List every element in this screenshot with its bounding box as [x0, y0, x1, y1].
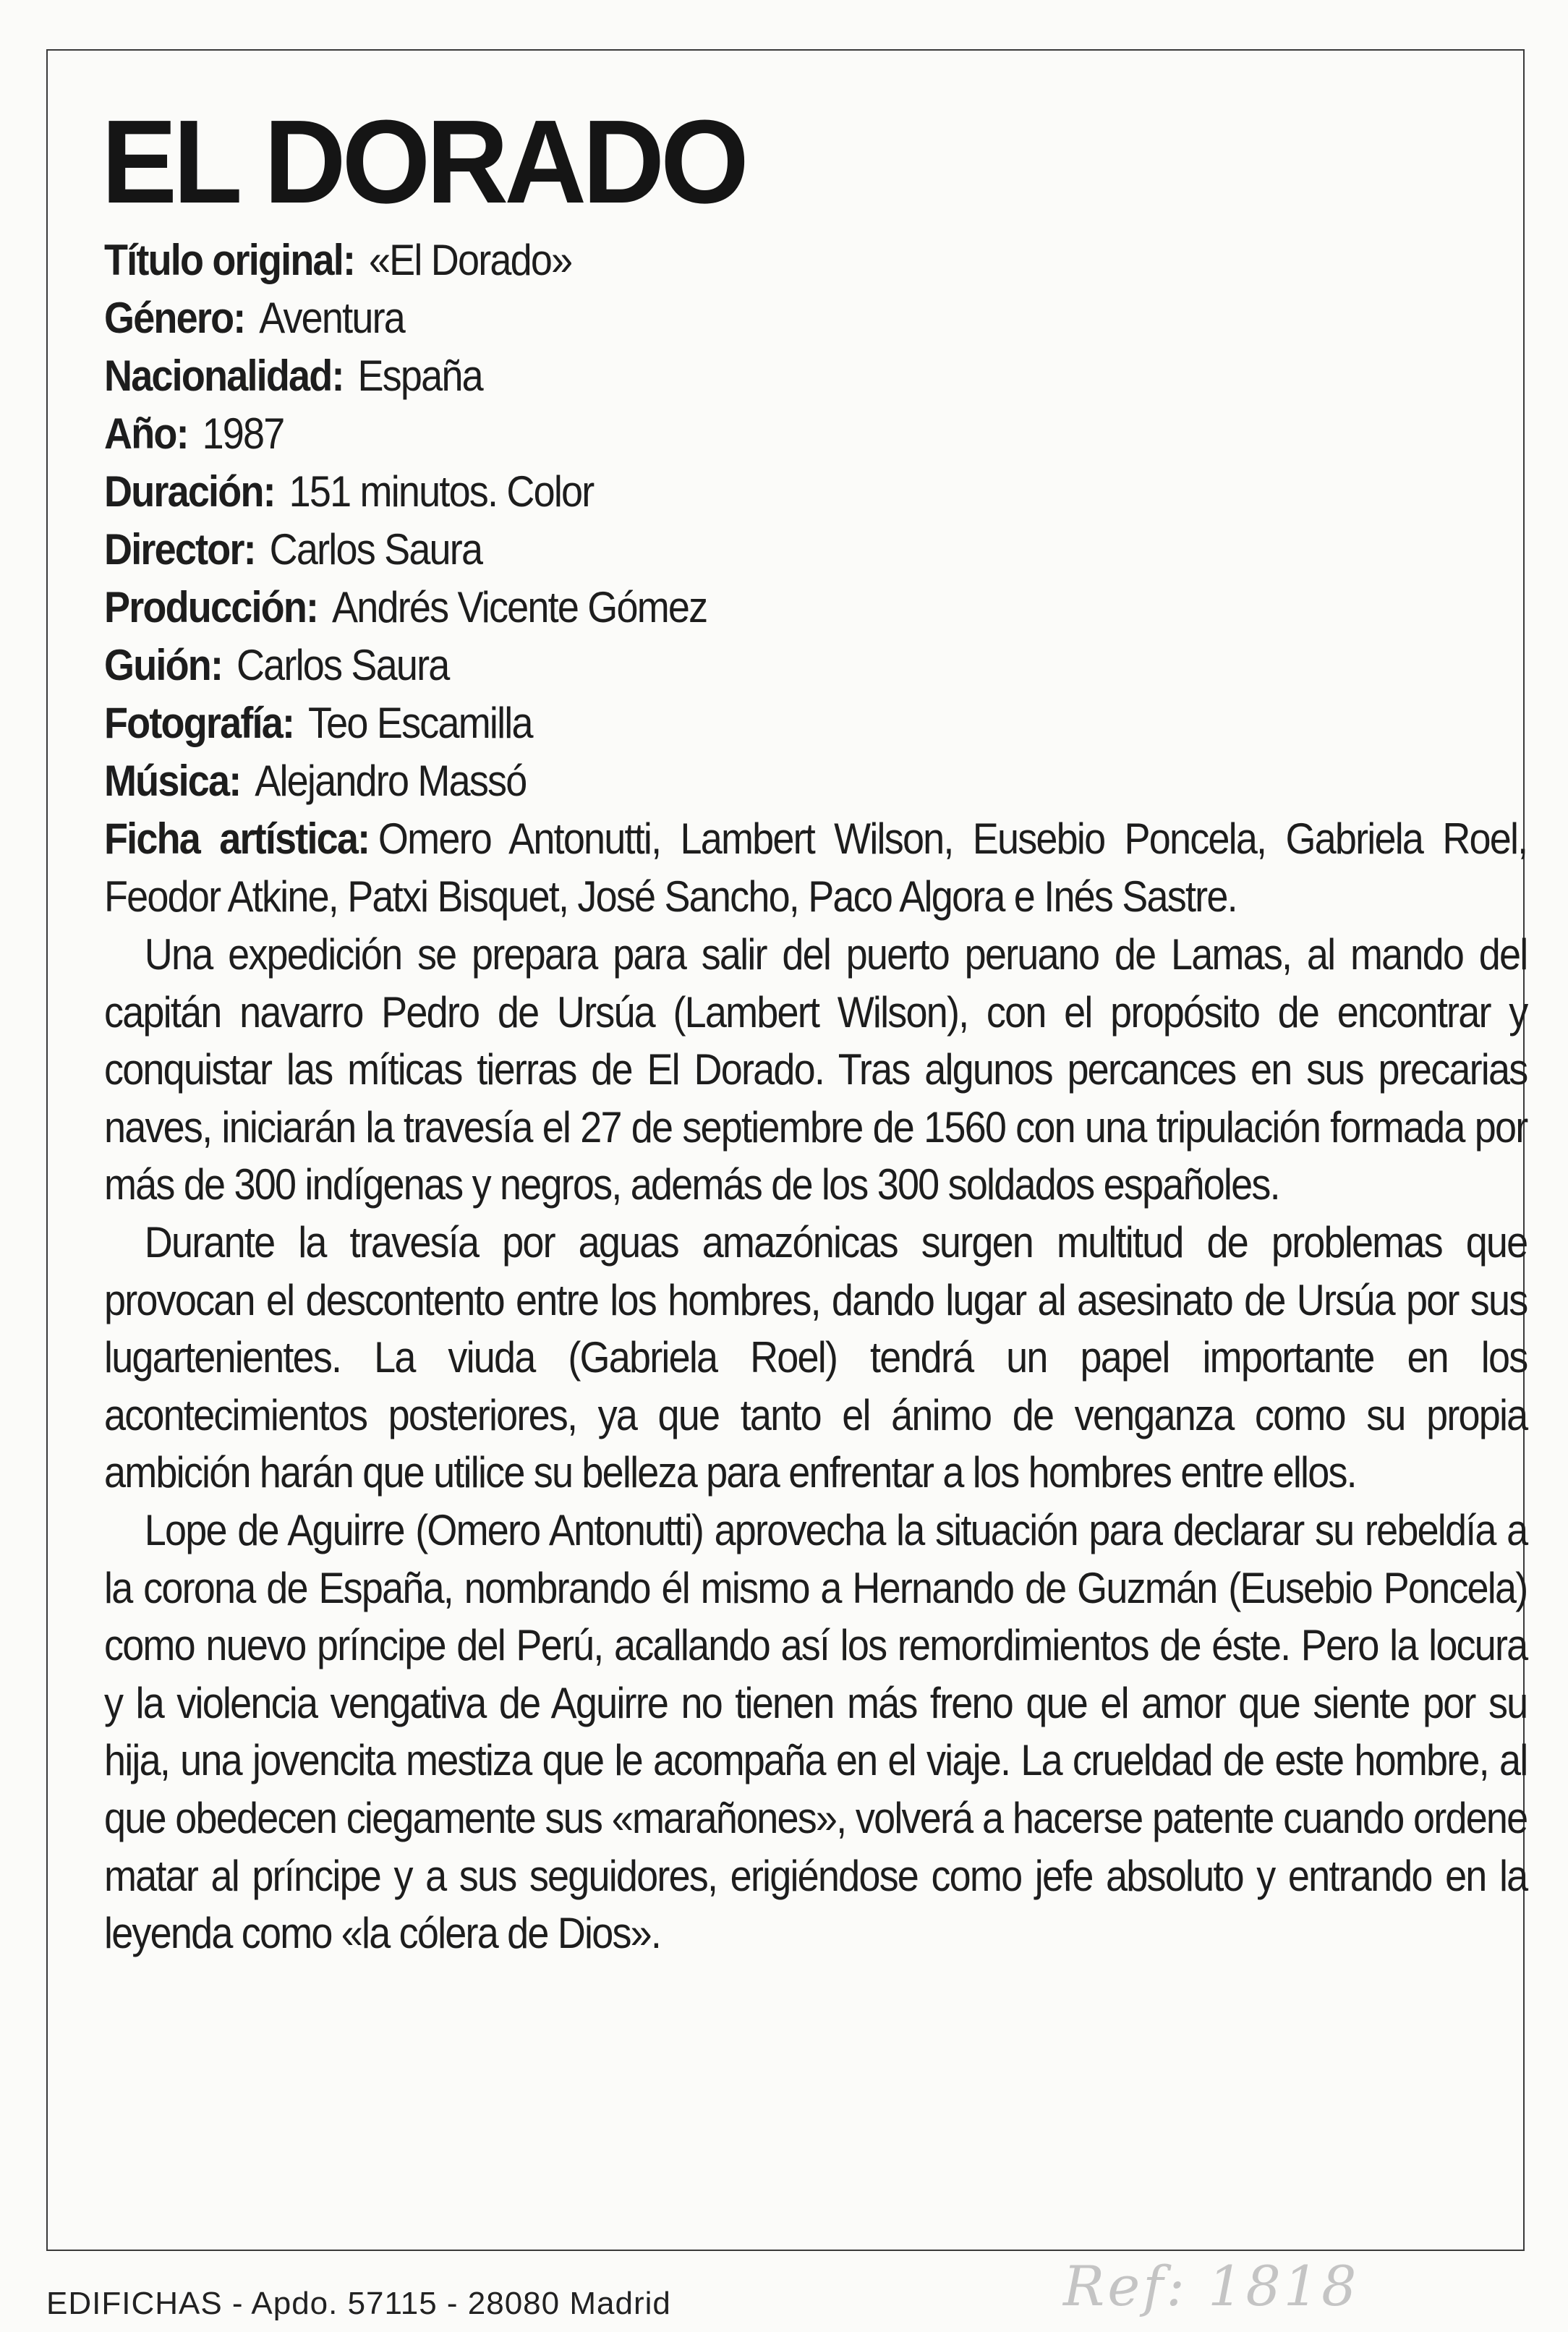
publisher-footer: EDIFICHAS - Apdo. 57115 - 28080 Madrid — [46, 2286, 671, 2321]
field-value: Aventura — [259, 294, 404, 342]
cast-label: Ficha artística: — [104, 814, 370, 863]
field-label: Fotografía: — [104, 699, 294, 747]
field-value: Carlos Saura — [236, 641, 449, 689]
field-duration — [104, 463, 1527, 521]
field-label: Nacionalidad: — [104, 352, 344, 400]
field-label: Año: — [104, 409, 188, 458]
field-label: Título original: — [104, 236, 355, 284]
field-value: Teo Escamilla — [307, 699, 532, 747]
field-value: España — [357, 352, 482, 400]
field-original-title — [104, 231, 1527, 289]
synopsis-paragraph-1: Una expedición se prepara para salir del puerto peruano de Lamas, al mando del capitán navarro Pedro de Ursúa (Lambert Wilson), con el propósito de encontrar y conquistar las míticas tierras de El Dorado. Tras algunos percances en sus precarias naves, iniciarán la travesía el 27 de septiembre de 1560 con una tripulación formada por más de 300 indígenas y negros, además de los 300 soldados españoles. — [104, 930, 1527, 1209]
field-photography — [104, 694, 1527, 752]
cast-value: Omero Antonutti, Lambert Wilson, Eusebio Poncela, Gabriela Roel, Feodor Atkine, Patxi Bisquet, José Sancho, Paco Algora e Inés Sastre. — [104, 814, 1527, 921]
synopsis-paragraph-2: Durante la travesía por aguas amazónicas surgen multitud de problemas que provocan el descontento entre los hombres, dando lugar al asesinato de Ursúa por sus lugartenientes. La viuda (Gabriela Roel) tendrá un papel importante en los acontecimientos posteriores, ya que tanto el ánimo de venganza como su propia ambición harán que utilice su belleza para enfrentar a los hombres entre ellos. — [104, 1217, 1527, 1497]
field-music — [104, 752, 1527, 810]
field-director — [104, 521, 1527, 579]
technical-fields — [104, 231, 1527, 810]
field-value: 151 minutos. Color — [289, 467, 594, 516]
field-year — [104, 405, 1527, 463]
field-label: Guión: — [104, 641, 223, 689]
field-production — [104, 579, 1527, 637]
field-cast — [104, 810, 1527, 926]
handwritten-reference: Ref: 1818 — [1063, 2254, 1360, 2318]
field-value: Andrés Vicente Gómez — [332, 583, 707, 631]
field-value: «El Dorado» — [368, 236, 572, 284]
field-label: Producción: — [104, 583, 318, 631]
field-label: Música: — [104, 757, 241, 805]
card-content — [101, 95, 1527, 1962]
field-label: Director: — [104, 525, 255, 574]
field-value: 1987 — [202, 409, 284, 458]
field-value: Carlos Saura — [269, 525, 482, 574]
synopsis-paragraph-3: Lope de Aguirre (Omero Antonutti) aprovecha la situación para declarar su rebeldía a la corona de España, nombrando él mismo a Hernando de Guzmán (Eusebio Poncela) como nuevo príncipe del Perú, acallando así los remordimientos de éste. Pero la locura y la violencia vengativa de Aguirre no tienen más freno que el amor que siente por su hija, una jovencita mestiza que le acompaña en el viaje. La crueldad de este hombre, al que obedecen ciegamente sus «marañones», volverá a hacerse patente cuando ordene matar al príncipe y a sus seguidores, erigiéndose como jefe absoluto y entrando en la leyenda como «la cólera de Dios». — [104, 1505, 1527, 1958]
field-screenplay — [104, 637, 1527, 694]
field-label: Género: — [104, 294, 245, 342]
field-value: Alejandro Massó — [255, 757, 527, 805]
field-nationality — [104, 347, 1527, 405]
film-title: EL DORADO — [101, 95, 745, 228]
field-genre — [104, 289, 1527, 347]
field-label: Duración: — [104, 467, 275, 516]
